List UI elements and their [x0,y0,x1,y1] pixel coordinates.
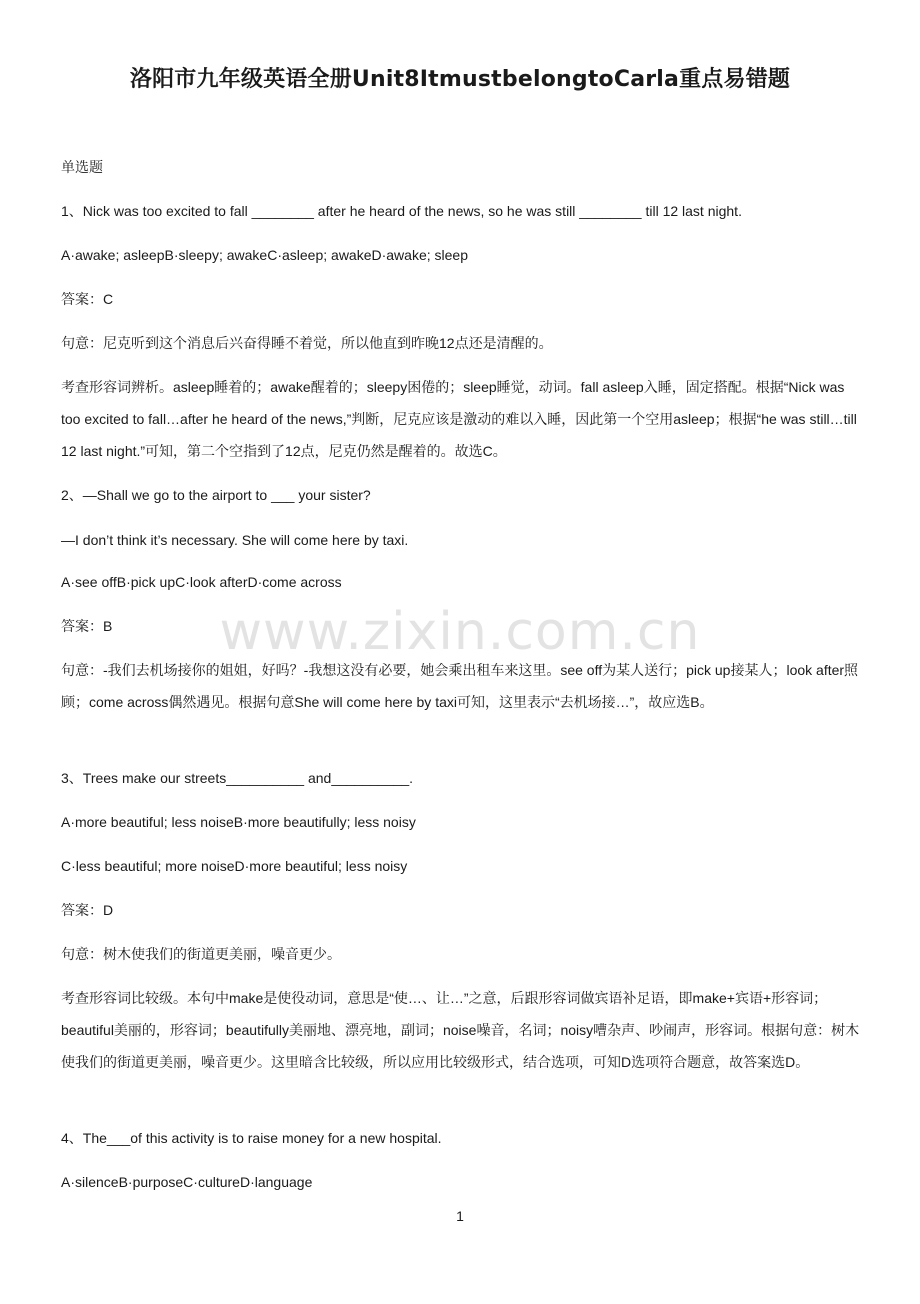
question-4-options: A·silenceB·purposeC·cultureD·language [61,1174,313,1190]
question-2-answer: 答案：B [61,618,113,634]
question-2-analysis: 句意：-我们去机场接你的姐姐，好吗？-我想这没有必要，她会乘出租车来这里。see off为某人送行；pick up接某人；look after照顾；come across偶然遇见。根据句意She will come here by taxi可知，这里表示“去机场接…”，故应选B。 [61,662,859,710]
question-3-analysis: 考查形容词比较级。本句中make是使役动词，意思是“使…、让…”之意，后跟形容词做宾语补足语，即make+宾语+形容词；beautiful美丽的，形容词；beautifully美丽地、漂亮地，副词；noise噪音，名词；noisy嘈杂声、吵闹声，形容词。根据句意：树木使我们的街道更美丽，噪音更少。这里暗含比较级，所以应用比较级形式，结合选项，可知D选项符合题意，故答案选D。 [61,990,860,1070]
question-3-stem: 3、Trees make our streets__________ and__________. [61,770,414,786]
question-3-answer: 答案：D [61,902,114,918]
question-1-options: A·awake; asleepB·sleepy; awakeC·asleep; awakeD·awake; sleep [61,247,468,263]
question-4-stem: 4、The___of this activity is to raise money for a new hospital. [61,1130,442,1146]
document-title: 洛阳市九年级英语全册Unit8ItmustbelongtoCarla重点易错题 [129,67,791,92]
section-heading: 单选题 [61,159,103,175]
question-3-options-ab: A·more beautiful; less noiseB·more beautifully; less noisy [61,814,416,830]
question-1-stem: 1、Nick was too excited to fall ________ after he heard of the news, so he was still ________ till 12 last night. [61,203,742,219]
question-1-analysis: 考查形容词辨析。asleep睡着的；awake醒着的；sleepy困倦的；sleep睡觉，动词。fall asleep入睡，固定搭配。根据“Nick was too excited to fall…after he heard of the news,”判断，尼克应该是激动的难以入睡，因此第一个空用asleep；根据“he was still…till 12 last night.”可知，第二个空指到了12点，尼克仍然是醒着的。故选C。 [61,379,857,459]
page-number: 1 [456,1208,464,1224]
question-1-answer: 答案：C [61,291,114,307]
watermark: www.zixin.com.cn [219,602,701,662]
question-3-meaning: 句意：树木使我们的街道更美丽，噪音更少。 [61,946,341,962]
question-2-options: A·see offB·pick upC·look afterD·come across [61,574,342,590]
question-2-reply: —I don’t think it’s necessary. She will come here by taxi. [61,532,409,548]
question-3-options-cd: C·less beautiful; more noiseD·more beautiful; less noisy [61,858,408,874]
question-1-meaning: 句意：尼克听到这个消息后兴奋得睡不着觉，所以他直到昨晚12点还是清醒的。 [61,335,553,351]
question-2-stem: 2、—Shall we go to the airport to ___ your sister? [61,487,371,503]
